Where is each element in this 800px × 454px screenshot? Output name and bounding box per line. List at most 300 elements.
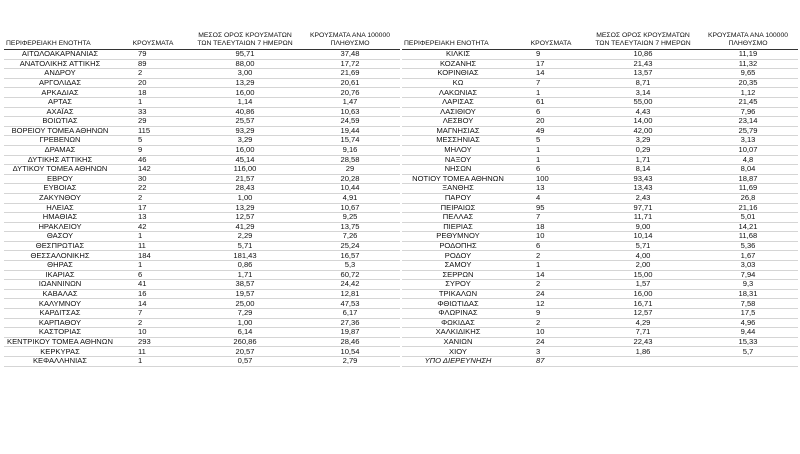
cell-per100k: 15,74 [300,136,400,146]
cell-region: ΑΧΑΪΑΣ [4,107,116,117]
cell-region: ΔΡΑΜΑΣ [4,145,116,155]
cell-avg7: 19,57 [190,289,300,299]
table-row [402,136,798,146]
cell-avg7: 12,57 [190,213,300,223]
cell-cases: 17 [116,203,190,213]
table-row [4,299,400,309]
cell-avg7: 2,43 [588,193,698,203]
cell-cases: 3 [514,347,588,357]
cell-region: ΥΠΟ ΔΙΕΡΕΥΝΗΣΗ [402,357,514,367]
cell-avg7: 16,00 [190,88,300,98]
cell-region: ΣΑΜΟΥ [402,261,514,271]
cell-avg7: 42,00 [588,126,698,136]
cell-region: ΒΟΙΩΤΙΑΣ [4,117,116,127]
cell-per100k: 21,69 [300,69,400,79]
cell-cases: 20 [514,117,588,127]
cell-avg7: 21,43 [588,59,698,69]
cell-cases: 7 [514,213,588,223]
cell-per100k: 26,8 [698,193,798,203]
cell-cases: 6 [514,107,588,117]
cell-avg7: 22,43 [588,337,698,347]
cell-avg7: 93,43 [588,174,698,184]
cell-avg7: 12,57 [588,309,698,319]
cell-cases: 95 [514,203,588,213]
cell-per100k: 12,81 [300,289,400,299]
cell-region: ΠΑΡΟΥ [402,193,514,203]
table-body-right [402,50,798,367]
table-row [402,289,798,299]
table-row [4,165,400,175]
cell-per100k: 9,25 [300,213,400,223]
cell-cases: 24 [514,289,588,299]
header-cases: ΚΡΟΥΣΜΑΤΑ [514,12,588,50]
cell-per100k: 2,79 [300,357,400,367]
cell-cases: 2 [116,69,190,79]
cell-region: ΑΡΚΑΔΙΑΣ [4,88,116,98]
table-row [4,261,400,271]
cell-per100k: 27,36 [300,318,400,328]
cell-per100k [698,357,798,367]
cell-cases: 12 [514,299,588,309]
cell-per100k: 11,68 [698,232,798,242]
cell-cases: 2 [116,318,190,328]
table-row [402,328,798,338]
cell-cases: 2 [514,318,588,328]
cell-cases: 17 [514,59,588,69]
cell-cases: 184 [116,251,190,261]
cell-region: ΓΡΕΒΕΝΩΝ [4,136,116,146]
cell-per100k: 6,17 [300,309,400,319]
cell-region: ΑΡΤΑΣ [4,97,116,107]
table-row [402,165,798,175]
table-row [402,155,798,165]
cell-region: ΡΕΘΥΜΝΟΥ [402,232,514,242]
table-row [402,241,798,251]
cell-avg7: 16,00 [588,289,698,299]
cell-per100k: 5,36 [698,241,798,251]
cell-region: ΚΑΣΤΟΡΙΑΣ [4,328,116,338]
cell-avg7: 1,00 [190,318,300,328]
cell-per100k: 9,65 [698,69,798,79]
cell-region: ΜΑΓΝΗΣΙΑΣ [402,126,514,136]
cell-per100k: 21,45 [698,97,798,107]
cell-region: ΑΝΔΡΟΥ [4,69,116,79]
cell-per100k: 9,16 [300,145,400,155]
cell-per100k: 19,44 [300,126,400,136]
table-row [4,222,400,232]
cell-per100k: 18,31 [698,289,798,299]
cell-region: ΚΕΡΚΥΡΑΣ [4,347,116,357]
cell-avg7: 0,57 [190,357,300,367]
cell-avg7: 4,00 [588,251,698,261]
cell-avg7: 4,43 [588,107,698,117]
cell-cases: 6 [514,165,588,175]
cell-region: ΑΙΤΩΛΟΑΚΑΡΝΑΝΙΑΣ [4,50,116,60]
header-per100k: ΚΡΟΥΣΜΑΤΑ ΑΝΑ 100000 ΠΛΗΘΥΣΜΟ [698,12,798,50]
cell-region: ΤΡΙΚΑΛΩΝ [402,289,514,299]
cell-region: ΛΕΣΒΟΥ [402,117,514,127]
cell-avg7: 20,57 [190,347,300,357]
table-row [4,59,400,69]
cell-per100k: 14,21 [698,222,798,232]
cell-avg7: 93,29 [190,126,300,136]
cell-cases: 1 [514,145,588,155]
cell-per100k: 10,07 [698,145,798,155]
cell-avg7: 25,00 [190,299,300,309]
table-row [4,126,400,136]
cell-cases: 87 [514,357,588,367]
table-row [402,251,798,261]
cell-cases: 4 [514,193,588,203]
cell-per100k: 15,33 [698,337,798,347]
table-row [4,203,400,213]
header-region: ΠΕΡΙΦΕΡΕΙΑΚΗ ΕΝΟΤΗΤΑ [4,12,116,50]
cell-per100k: 4,96 [698,318,798,328]
cell-per100k: 47,53 [300,299,400,309]
table-row [402,347,798,357]
cell-avg7: 13,57 [588,69,698,79]
cell-region: ΚΩ [402,78,514,88]
table-row [4,213,400,223]
cell-per100k: 3,13 [698,136,798,146]
cell-cases: 9 [514,50,588,60]
cell-region: ΚΟΖΑΝΗΣ [402,59,514,69]
cell-per100k: 10,67 [300,203,400,213]
cell-region: ΣΕΡΡΩΝ [402,270,514,280]
cell-cases: 33 [116,107,190,117]
table-row [402,318,798,328]
table-row [4,78,400,88]
cell-per100k: 29 [300,165,400,175]
cell-avg7 [588,357,698,367]
cell-region: ΝΑΞΟΥ [402,155,514,165]
cell-region: ΝΟΤΙΟΥ ΤΟΜΕΑ ΑΘΗΝΩΝ [402,174,514,184]
cell-region: ΠΙΕΡΙΑΣ [402,222,514,232]
table-row [4,184,400,194]
cell-cases: 61 [514,97,588,107]
cell-avg7: 0,86 [190,261,300,271]
table-row [4,347,400,357]
cell-avg7: 40,86 [190,107,300,117]
table-row [4,357,400,367]
cell-cases: 16 [116,289,190,299]
cell-cases: 20 [116,78,190,88]
table-row [402,174,798,184]
cell-per100k: 11,69 [698,184,798,194]
cell-cases: 9 [514,309,588,319]
cell-avg7: 3,29 [588,136,698,146]
table-row [402,184,798,194]
cell-cases: 13 [514,184,588,194]
cell-region: ΚΑΡΠΑΘΟΥ [4,318,116,328]
cell-avg7: 10,14 [588,232,698,242]
cell-region: ΑΡΓΟΛΙΔΑΣ [4,78,116,88]
cell-avg7: 260,86 [190,337,300,347]
cases-table-left [4,12,400,367]
cell-region: ΕΒΡΟΥ [4,174,116,184]
cell-per100k: 9,44 [698,328,798,338]
cell-region: ΚΑΒΑΛΑΣ [4,289,116,299]
cell-avg7: 1,71 [190,270,300,280]
cell-per100k: 18,87 [698,174,798,184]
table-row [402,232,798,242]
cell-cases: 42 [116,222,190,232]
cell-per100k: 11,19 [698,50,798,60]
cell-avg7: 3,00 [190,69,300,79]
cell-cases: 30 [116,174,190,184]
cell-region: ΣΥΡΟΥ [402,280,514,290]
cell-per100k: 5,3 [300,261,400,271]
cell-avg7: 28,43 [190,184,300,194]
cell-avg7: 5,71 [588,241,698,251]
table-row [402,213,798,223]
cell-cases: 1 [116,232,190,242]
cell-per100k: 19,87 [300,328,400,338]
table-row [4,88,400,98]
table-row [402,88,798,98]
cell-cases: 18 [514,222,588,232]
cell-per100k: 1,67 [698,251,798,261]
cell-cases: 2 [514,251,588,261]
cell-cases: 10 [116,328,190,338]
cell-cases: 24 [514,337,588,347]
cell-cases: 1 [116,97,190,107]
cell-region: ΘΕΣΠΡΩΤΙΑΣ [4,241,116,251]
cell-avg7: 9,00 [588,222,698,232]
cell-avg7: 16,71 [588,299,698,309]
table-row [402,203,798,213]
table-row [4,232,400,242]
cell-cases: 1 [116,261,190,271]
table-row [4,97,400,107]
cell-region: ΔΥΤΙΚΟΥ ΤΟΜΕΑ ΑΘΗΝΩΝ [4,165,116,175]
table-row [402,280,798,290]
cell-region: ΔΥΤΙΚΗΣ ΑΤΤΙΚΗΣ [4,155,116,165]
cell-avg7: 41,29 [190,222,300,232]
cell-avg7: 13,43 [588,184,698,194]
cell-avg7: 3,29 [190,136,300,146]
cell-cases: 7 [514,78,588,88]
cell-cases: 9 [116,145,190,155]
cell-per100k: 8,04 [698,165,798,175]
table-row [402,59,798,69]
cell-per100k: 10,54 [300,347,400,357]
cell-region: ΖΑΚΥΝΘΟΥ [4,193,116,203]
table-row [402,126,798,136]
table-row [4,309,400,319]
cell-region: ΠΕΛΛΑΣ [402,213,514,223]
cell-region: ΧΑΛΚΙΔΙΚΗΣ [402,328,514,338]
cell-avg7: 0,29 [588,145,698,155]
cell-per100k: 28,58 [300,155,400,165]
cell-cases: 100 [514,174,588,184]
cell-region: ΘΗΡΑΣ [4,261,116,271]
cell-per100k: 9,3 [698,280,798,290]
cell-region: ΘΕΣΣΑΛΟΝΙΚΗΣ [4,251,116,261]
cell-region: ΡΟΔΟΥ [402,251,514,261]
cell-per100k: 3,03 [698,261,798,271]
cell-region: ΚΕΝΤΡΙΚΟΥ ΤΟΜΕΑ ΑΘΗΝΩΝ [4,337,116,347]
table-row [402,357,798,367]
cell-avg7: 95,71 [190,50,300,60]
cell-cases: 10 [514,232,588,242]
cell-region: ΑΝΑΤΟΛΙΚΗΣ ΑΤΤΙΚΗΣ [4,59,116,69]
cell-avg7: 11,71 [588,213,698,223]
cell-cases: 49 [514,126,588,136]
table-row [402,107,798,117]
table-row [4,337,400,347]
cell-cases: 5 [514,136,588,146]
cell-avg7: 88,00 [190,59,300,69]
table-row [4,136,400,146]
cell-cases: 13 [116,213,190,223]
cell-avg7: 7,71 [588,328,698,338]
cell-cases: 142 [116,165,190,175]
cell-avg7: 1,57 [588,280,698,290]
cell-per100k: 23,14 [698,117,798,127]
cell-per100k: 7,94 [698,270,798,280]
cell-per100k: 1,47 [300,97,400,107]
cell-per100k: 28,46 [300,337,400,347]
cell-avg7: 1,14 [190,97,300,107]
table-row [402,299,798,309]
table-row [402,222,798,232]
table-row [402,117,798,127]
cell-cases: 22 [116,184,190,194]
cell-region: ΙΚΑΡΙΑΣ [4,270,116,280]
cell-cases: 1 [514,155,588,165]
cell-region: ΚΟΡΙΝΘΙΑΣ [402,69,514,79]
table-row [402,261,798,271]
cell-per100k: 17,5 [698,309,798,319]
table-row [4,318,400,328]
cell-per100k: 24,42 [300,280,400,290]
cell-region: ΠΕΙΡΑΙΩΣ [402,203,514,213]
cell-region: ΦΘΙΩΤΙΔΑΣ [402,299,514,309]
table-row [402,69,798,79]
table-row [4,280,400,290]
cell-per100k: 20,76 [300,88,400,98]
cell-region: ΚΑΛΥΜΝΟΥ [4,299,116,309]
cell-region: ΝΗΣΩΝ [402,165,514,175]
cell-region: ΛΑΣΙΘΙΟΥ [402,107,514,117]
cell-cases: 89 [116,59,190,69]
cell-per100k: 5,01 [698,213,798,223]
cell-cases: 14 [116,299,190,309]
cell-per100k: 60,72 [300,270,400,280]
cell-per100k: 37,48 [300,50,400,60]
table-row [402,337,798,347]
cell-region: ΡΟΔΟΠΗΣ [402,241,514,251]
cell-avg7: 6,14 [190,328,300,338]
cell-region: ΧΙΟΥ [402,347,514,357]
cell-avg7: 45,14 [190,155,300,165]
cell-region: ΗΜΑΘΙΑΣ [4,213,116,223]
cell-region: ΛΑΚΩΝΙΑΣ [402,88,514,98]
cell-avg7: 21,57 [190,174,300,184]
cell-region: ΜΗΛΟΥ [402,145,514,155]
cell-cases: 6 [116,270,190,280]
table-row [4,241,400,251]
cell-region: ΛΑΡΙΣΑΣ [402,97,514,107]
cell-avg7: 16,00 [190,145,300,155]
table-row [4,193,400,203]
cell-avg7: 1,71 [588,155,698,165]
cell-cases: 115 [116,126,190,136]
cell-cases: 293 [116,337,190,347]
cell-avg7: 25,57 [190,117,300,127]
cell-per100k: 10,63 [300,107,400,117]
cell-cases: 7 [116,309,190,319]
cell-cases: 10 [514,328,588,338]
cell-avg7: 2,29 [190,232,300,242]
header-per100k: ΚΡΟΥΣΜΑΤΑ ΑΝΑ 100000 ΠΛΗΘΥΣΜΟ [300,12,400,50]
cell-per100k: 25,79 [698,126,798,136]
table-row [4,50,400,60]
cell-avg7: 5,71 [190,241,300,251]
table-row [4,155,400,165]
cell-avg7: 15,00 [588,270,698,280]
cell-avg7: 181,43 [190,251,300,261]
table-row [4,289,400,299]
cell-region: ΒΟΡΕΙΟΥ ΤΟΜΕΑ ΑΘΗΝΩΝ [4,126,116,136]
cell-region: ΦΩΚΙΔΑΣ [402,318,514,328]
cases-table-right [402,12,798,367]
cell-cases: 5 [116,136,190,146]
cell-per100k: 10,44 [300,184,400,194]
cell-region: ΧΑΝΙΩΝ [402,337,514,347]
cell-avg7: 14,00 [588,117,698,127]
cell-avg7: 97,71 [588,203,698,213]
table-row [402,193,798,203]
table-row [4,145,400,155]
cell-per100k: 20,35 [698,78,798,88]
header-avg7: ΜΕΣΟΣ ΟΡΟΣ ΚΡΟΥΣΜΑΤΩΝ ΤΩΝ ΤΕΛΕΥΤΑΙΩΝ 7 ΗΜΕΡΩΝ [190,12,300,50]
header-avg7: ΜΕΣΟΣ ΟΡΟΣ ΚΡΟΥΣΜΑΤΩΝ ΤΩΝ ΤΕΛΕΥΤΑΙΩΝ 7 ΗΜΕΡΩΝ [588,12,698,50]
table-row [402,97,798,107]
cell-per100k: 5,7 [698,347,798,357]
cell-avg7: 7,29 [190,309,300,319]
cell-cases: 14 [514,270,588,280]
table-row [4,270,400,280]
header-cases: ΚΡΟΥΣΜΑΤΑ [116,12,190,50]
cell-cases: 11 [116,241,190,251]
cell-cases: 46 [116,155,190,165]
table-row [4,117,400,127]
cell-per100k: 25,24 [300,241,400,251]
cell-cases: 11 [116,347,190,357]
cell-cases: 41 [116,280,190,290]
cell-region: ΗΛΕΙΑΣ [4,203,116,213]
table-row [402,50,798,60]
cell-region: ΕΥΒΟΙΑΣ [4,184,116,194]
cell-per100k: 17,72 [300,59,400,69]
cell-region: ΜΕΣΣΗΝΙΑΣ [402,136,514,146]
cell-avg7: 2,00 [588,261,698,271]
cell-region: ΚΑΡΔΙΤΣΑΣ [4,309,116,319]
cell-region: ΞΑΝΘΗΣ [402,184,514,194]
cell-per100k: 7,58 [698,299,798,309]
table-body-left [4,50,400,367]
table-row [4,328,400,338]
cell-avg7: 8,14 [588,165,698,175]
cell-per100k: 24,59 [300,117,400,127]
table-row [402,270,798,280]
cell-region: ΚΕΦΑΛΛΗΝΙΑΣ [4,357,116,367]
table-row [4,107,400,117]
cell-avg7: 116,00 [190,165,300,175]
cell-avg7: 38,57 [190,280,300,290]
